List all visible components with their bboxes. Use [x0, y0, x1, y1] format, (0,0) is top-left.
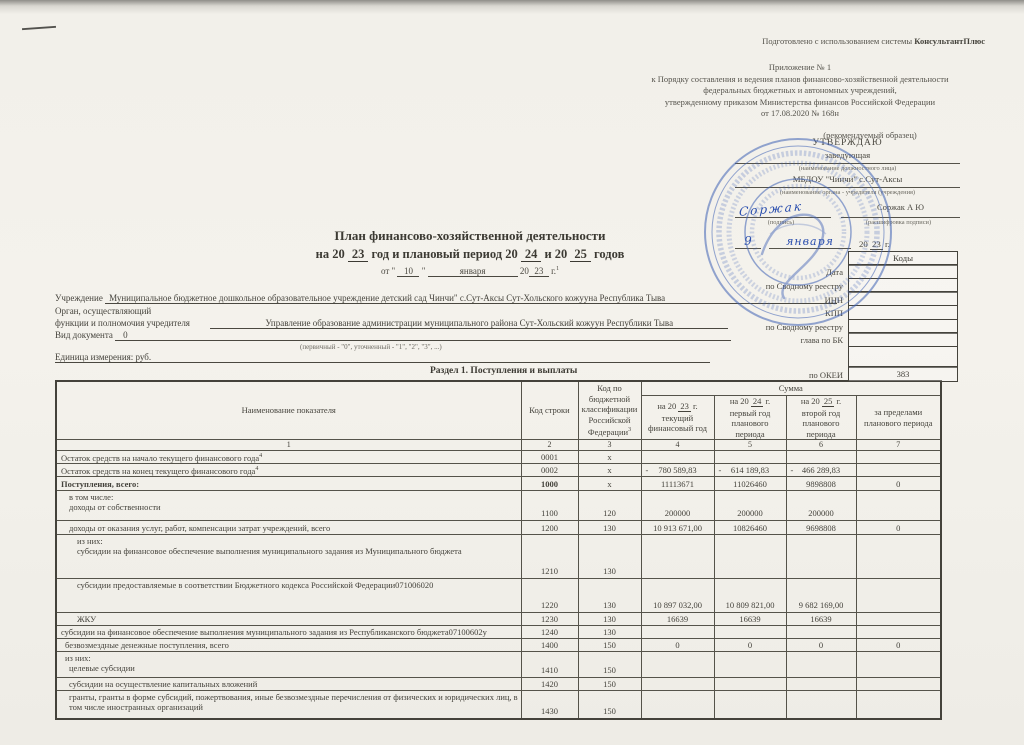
section1-title: Раздел 1. Поступления и выплаты — [430, 366, 578, 376]
row-value-2023: 11113671 — [641, 477, 714, 491]
row-value-2024: 10826460 — [714, 521, 786, 535]
appendix-line: к Порядку составления и ведения планов финансово-хозяйственной деятельности — [651, 73, 949, 84]
doc-type-line — [55, 330, 731, 341]
signature-name: Соржак А Ю — [841, 202, 960, 218]
position-value: заведующая — [824, 150, 871, 160]
table-row-1200 — [56, 521, 941, 535]
section1-table — [55, 380, 942, 720]
row-name: субсидии на осуществление капитальных вложений — [56, 678, 521, 691]
row-name: субсидии на финансовое обеспечение выполнения муниципального задания из Республиканского бюджета07100602у — [56, 626, 521, 639]
row-value-2024: 0 — [714, 639, 786, 652]
row-code: 1220 — [521, 579, 578, 613]
row-value-2025 — [786, 652, 856, 678]
row-name: безвозмездные денежные поступления, всего — [56, 639, 521, 652]
row-value-2024 — [714, 535, 786, 579]
row-code: 1240 — [521, 626, 578, 639]
date-year: 23 — [529, 266, 549, 277]
codes-label-inn: ИНН — [824, 294, 843, 305]
row-code: 1000 — [521, 477, 578, 491]
date-text: г. — [551, 266, 557, 276]
unit-label: Единица измерения: руб. — [55, 352, 152, 362]
year-2025: 25 — [570, 247, 591, 262]
row-code: 1430 — [521, 691, 578, 720]
row-name: доходы от оказания услуг, работ, компенсации затрат учреждений, всего — [56, 521, 521, 535]
table-row-1230 — [56, 613, 941, 626]
codes-label-registry2: по Сводному реестру — [765, 321, 843, 332]
approve-label: УТВЕРЖДАЮ — [812, 138, 883, 148]
table-row-1240 — [56, 626, 941, 639]
footnote-marker: 1 — [556, 266, 560, 272]
signature-notes — [735, 219, 960, 226]
col-number: 4 — [641, 440, 714, 451]
row-value-2025 — [786, 691, 856, 720]
table-row-1410 — [56, 652, 941, 678]
row-value-2025: - 466 289,83 — [786, 464, 856, 477]
row-value-2024 — [714, 626, 786, 639]
year-prefix: 20 — [859, 239, 868, 249]
doc-type-note: (первичный - "0", уточненный - "1", "2", "3", ...) — [300, 343, 442, 351]
table-row-0001 — [56, 451, 941, 464]
row-value-2023: 10 913 671,00 — [641, 521, 714, 535]
row-value-2024: 11026460 — [714, 477, 786, 491]
signature-note-right: (расшифровка подписи) — [865, 219, 932, 226]
row-name: в том числе: доходы от собственности — [56, 491, 521, 521]
year-2023: 23 — [348, 247, 369, 262]
row-code: 0001 — [521, 451, 578, 464]
col-header-2023: на 20 23 г. текущий финансовый год — [641, 396, 714, 440]
organ-value: Управление образование администрации муниципального района Сут-Хольский кожуун Республики Тыва — [210, 318, 728, 329]
codes-label-empty — [715, 347, 848, 368]
prepared-system: КонсультантПлюс — [914, 36, 985, 46]
row-kbk: 120 — [578, 491, 641, 521]
doc-type-label: Вид документа — [55, 330, 113, 340]
row-value-beyond — [856, 613, 941, 626]
codes-label-date: Дата — [826, 267, 843, 278]
handwritten-date-month: января — [769, 235, 851, 249]
col-header-line-code: Код строки — [521, 381, 578, 440]
year-suffix: г. — [885, 239, 890, 249]
signature-row — [735, 199, 960, 219]
row-code: 1100 — [521, 491, 578, 521]
row-kbk: 150 — [578, 691, 641, 720]
table-row-1400 — [56, 639, 941, 652]
approval-date-year — [859, 239, 890, 249]
col-header-2024: на 20 24 г. первый год планового периода — [714, 396, 786, 440]
row-value-beyond — [856, 678, 941, 691]
row-value-2024 — [714, 678, 786, 691]
col-number: 2 — [521, 440, 578, 451]
appendix-line: федеральных бюджетных и автономных учреждений, — [703, 85, 897, 95]
column-numbers-row — [56, 440, 941, 451]
row-name: из них: субсидии на финансовое обеспечение выполнения муниципального задания из Муниципального бюджета — [56, 535, 521, 579]
row-value-beyond — [856, 579, 941, 613]
position-line — [735, 150, 960, 164]
col-header-name: Наименование показателя — [56, 381, 521, 440]
row-value-beyond: 0 — [856, 477, 941, 491]
year-value: 23 — [872, 239, 881, 249]
prepared-with-line — [620, 36, 985, 46]
doc-type-value: 0 — [115, 330, 731, 341]
row-value-2024: 200000 — [714, 491, 786, 521]
appendix-line: утвержденному приказом Министерства финансов Российской Федерации — [664, 96, 936, 107]
codes-row — [715, 368, 958, 383]
row-value-2025: 200000 — [786, 491, 856, 521]
row-value-2024: 10 809 821,00 — [714, 579, 786, 613]
table-row-1100 — [56, 491, 941, 521]
appendix-line: Приложение № 1 — [768, 62, 832, 72]
row-value-2025 — [786, 678, 856, 691]
date-text: 20 — [519, 266, 529, 276]
row-name: гранты, гранты в форме субсидий, пожертвования, иные безвозмездные перечисления от физических и юридических лиц, в том числе иностранных организаций — [56, 691, 521, 720]
institution-label: Учреждение — [55, 293, 103, 303]
row-value-beyond — [856, 464, 941, 477]
year-2024: 24 — [521, 247, 542, 262]
table-header-row — [56, 381, 941, 396]
row-value-beyond — [856, 626, 941, 639]
row-value-2023 — [641, 626, 714, 639]
row-value-2024 — [714, 652, 786, 678]
codes-box — [715, 252, 958, 382]
row-value-beyond — [856, 535, 941, 579]
row-value-beyond: 0 — [856, 639, 941, 652]
row-code: 1400 — [521, 639, 578, 652]
codes-label-registry: по Сводному реестру — [765, 281, 843, 292]
row-code: 0002 — [521, 464, 578, 477]
organ-line — [55, 318, 728, 329]
row-name: субсидии предоставляемые в соответствии Бюджетного кодекса Российской Федерации071006020 — [56, 579, 521, 613]
org-line — [735, 174, 960, 188]
row-value-2023: 200000 — [641, 491, 714, 521]
row-code: 1200 — [521, 521, 578, 535]
signature-note-left: (подпись) — [767, 219, 795, 226]
row-value-2023: 16639 — [641, 613, 714, 626]
col-header-2025: на 20 25 г. второй год планового периода — [786, 396, 856, 440]
subtitle-text: годов — [594, 247, 625, 261]
codes-label-bk-chapter: глава по БК — [800, 335, 843, 346]
row-name: Остаток средств на конец текущего финансового года$^4$ — [56, 464, 521, 477]
row-kbk: 130 — [578, 626, 641, 639]
organ-label: функции и полномочия учредителя — [55, 318, 190, 328]
row-code: 1410 — [521, 652, 578, 678]
row-value-2024: - 614 189,83 — [714, 464, 786, 477]
subtitle-text: и 20 — [544, 247, 568, 261]
codes-value — [848, 346, 958, 368]
col-number: 1 — [56, 440, 521, 451]
signature-field — [735, 199, 831, 219]
row-name: из них: целевые субсидии — [56, 652, 521, 678]
recommended-sample-note: (рекомендуемый образец) — [823, 130, 917, 140]
approval-block — [735, 138, 960, 249]
appendix-line: от 17.08.2020 № 168н — [761, 108, 839, 118]
position-note: (наименование должностного лица) — [798, 165, 897, 172]
row-kbk: x — [578, 451, 641, 464]
row-name: ЖКУ — [56, 613, 521, 626]
col-header-beyond: за пределами планового периода — [856, 396, 941, 440]
table-row-0002 — [56, 464, 941, 477]
row-code: 1210 — [521, 535, 578, 579]
row-value-2025: 9698808 — [786, 521, 856, 535]
row-code: 1230 — [521, 613, 578, 626]
row-kbk: 130 — [578, 613, 641, 626]
document-date-line — [255, 266, 685, 277]
table-row-1000 — [56, 477, 941, 491]
codes-value-okei: 383 — [848, 366, 958, 382]
org-value: МБДОУ "Чинчи" с.Сут-Аксы — [792, 174, 903, 184]
organ-label-line1: Орган, осуществляющий — [55, 306, 152, 316]
col-number: 6 — [786, 440, 856, 451]
row-value-2025 — [786, 451, 856, 464]
handwritten-signature: Соржак — [738, 199, 804, 219]
prepared-prefix: Подготовлено с использованием системы — [762, 36, 913, 46]
row-kbk: 150 — [578, 678, 641, 691]
row-name: Поступления, всего: — [56, 477, 521, 491]
row-value-2025: 0 — [786, 639, 856, 652]
row-kbk: x — [578, 477, 641, 491]
date-text: от " — [380, 266, 396, 276]
table-row-1210 — [56, 535, 941, 579]
row-value-2024 — [714, 451, 786, 464]
row-value-2023: 10 897 032,00 — [641, 579, 714, 613]
table-row-1420 — [56, 678, 941, 691]
row-kbk: 130 — [578, 521, 641, 535]
col-header-sum: Сумма — [641, 381, 941, 396]
row-value-beyond — [856, 491, 941, 521]
codes-label-kpp: КПП — [825, 308, 843, 319]
row-kbk: 150 — [578, 639, 641, 652]
row-value-2023: - 780 589,83 — [641, 464, 714, 477]
row-kbk: 130 — [578, 535, 641, 579]
codes-row — [715, 347, 958, 368]
handwritten-date-day: 9 — [735, 234, 761, 249]
row-value-2023 — [641, 652, 714, 678]
col-number: 7 — [856, 440, 941, 451]
col-number: 3 — [578, 440, 641, 451]
row-value-beyond — [856, 451, 941, 464]
subtitle-text: на 20 — [315, 247, 345, 261]
approval-date-row — [735, 234, 960, 249]
date-day: 10 — [397, 266, 419, 277]
row-value-2025: 16639 — [786, 613, 856, 626]
codes-label-okei: по ОКЕИ — [808, 370, 843, 381]
row-value-2025 — [786, 626, 856, 639]
row-kbk: 130 — [578, 579, 641, 613]
org-note: (наименование органа - учредителя (учреждения) — [779, 189, 916, 196]
row-name: Остаток средств на начало текущего финансового года$^4$ — [56, 451, 521, 464]
institution-value: Муниципальное бюджетное дошкольное образовательное учреждение детский сад Чинчи" с.Сут-Аксы Сут-Хольского кожууна Республика Тыва — [105, 293, 837, 304]
document-title: План финансово-хозяйственной деятельности — [334, 228, 606, 243]
col-number: 5 — [714, 440, 786, 451]
date-text: " — [421, 266, 426, 276]
row-value-2025: 9 682 169,00 — [786, 579, 856, 613]
row-value-2023 — [641, 678, 714, 691]
row-value-beyond: 0 — [856, 521, 941, 535]
appendix-block — [590, 62, 1010, 120]
document-title-block — [255, 228, 685, 277]
scan-pen-mark — [22, 26, 56, 30]
row-kbk: x — [578, 464, 641, 477]
col-header-kbk: Код по бюджетной классификации Российской Федерации$^3$ — [578, 381, 641, 440]
row-value-2025 — [786, 535, 856, 579]
row-value-2023: 0 — [641, 639, 714, 652]
horizontal-rule — [55, 362, 710, 363]
codes-header: Коды — [848, 251, 958, 266]
table-row-1430 — [56, 691, 941, 720]
row-value-2023 — [641, 535, 714, 579]
table-row-1220 — [56, 579, 941, 613]
row-value-2023 — [641, 691, 714, 720]
row-value-2024 — [714, 691, 786, 720]
row-value-beyond — [856, 652, 941, 678]
row-kbk: 150 — [578, 652, 641, 678]
row-code: 1420 — [521, 678, 578, 691]
row-value-beyond — [856, 691, 941, 720]
subtitle-text: год и плановый период 20 — [371, 247, 518, 261]
document-subtitle — [255, 247, 685, 262]
row-value-2024: 16639 — [714, 613, 786, 626]
row-value-2025: 9898808 — [786, 477, 856, 491]
date-month: января — [428, 266, 518, 277]
row-value-2023 — [641, 451, 714, 464]
